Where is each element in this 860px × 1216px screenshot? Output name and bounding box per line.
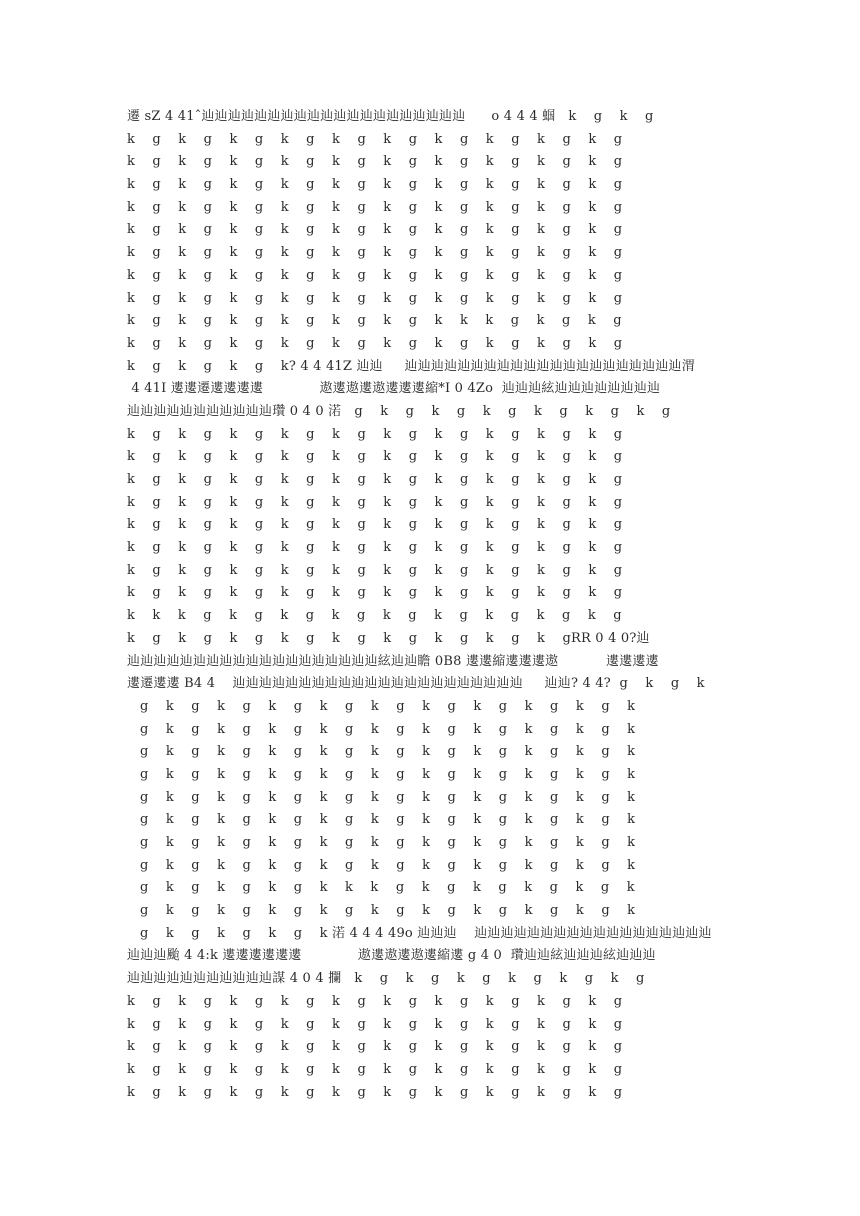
text-line: g k g k g k g k g k g k g k g k g k g k [127, 812, 636, 828]
text-line: k g k g k g k g k g k g k g k g k g k g [127, 267, 623, 283]
text-line: k k k g k g k g k g k g k g k g k g k g [127, 608, 622, 624]
text-line: 辿辿辿颱 4 4:k 遱遱遱遱遱遱 遨遱遨遱遨遱縮遱 g 4 0 瓚辿辿絃辿辿辿絃辿辿辿 [127, 948, 656, 964]
text-line: k g k g k g k g k g k g k g k g k g k g [127, 1016, 623, 1032]
text-line: 遱遷遱遱 B4 4 辿辿辿辿辿辿辿辿辿辿辿辿辿辿辿辿辿辿辿辿辿辿 辿辿? 4 4? g k g k [127, 676, 705, 692]
text-line: k g k g k g k g k g k g k g k g k g k g [127, 1084, 623, 1100]
text-line: k g k g k g k g k g k g k g k g k g k g [127, 540, 623, 556]
text-line: g k g k g k g k g k g k g k g k g k g k [127, 857, 636, 873]
text-line: g k g k g k g k g k g k g k g k g k g k [127, 766, 636, 782]
text-line: k g k g k g k g k g k g k g k g k g k g [127, 177, 623, 193]
text-line: k g k g k g k? 4 4 41Z 辿辿 辿辿辿辿辿辿辿辿辿辿辿辿辿辿辿辿辿辿辿辿辿渭 [127, 358, 695, 374]
text-line: g k g k g k g k 渃 4 4 4 49o 辿辿辿 辿辿辿辿辿辿辿辿辿辿辿辿辿辿辿辿辿辿 [127, 925, 712, 941]
text-line: k g k g k g k g k g k g k g k g k g k g [127, 222, 623, 238]
text-line: k g k g k g k g k g k g k k k g k g k g [127, 313, 622, 329]
text-line: g k g k g k g k g k g k g k g k g k g k [127, 835, 636, 850]
text-line: k g k g k g k g k g k g k g k g k g k g [127, 199, 623, 215]
text-line: k g k g k g k g k g k g k g k g k g k g [127, 449, 623, 465]
text-line: g k g k g k g k k k g k g k g k g k g k [127, 880, 635, 896]
text-line: k g k g k g k g k g k g k g k g k g k g [127, 290, 623, 306]
text-line: 遷 sZ 4 41ˆ辿辿辿辿辿辿辿辿辿辿辿辿辿辿辿辿辿辿辿辿 o 4 4 4 蝈 k g k g [127, 109, 654, 124]
text-line: k g k g k g k g k g k g k g k g k g k g [127, 494, 623, 510]
text-line: k g k g k g k g k g k g k g k g k g k g [127, 585, 623, 601]
text-line: g k g k g k g k g k g k g k g k g k g k [127, 903, 636, 919]
text-line: k g k g k g k g k g k g k g k g k g k g [127, 335, 623, 351]
text-line: 辿辿辿辿辿辿辿辿辿辿辿謀 4 0 4 攔 k g k g k g k g k g k g [127, 971, 645, 987]
text-line: 辿辿辿辿辿辿辿辿辿辿辿辿辿辿辿辿辿辿辿絃辿辿瞻 0B8 遱遱縮遱遱遱遨 遱遱遱遱 [127, 653, 659, 669]
document-body [127, 106, 737, 1104]
text-line: k g k g k g k g k g k g k g k g k g k g [127, 245, 623, 261]
text-line: k g k g k g k g k g k g k g k g k g k g [127, 562, 623, 578]
text-line: 辿辿辿辿辿辿辿辿辿辿辿瓚 0 4 0 渃 g k g k g k g k g k g k g [127, 403, 671, 419]
text-line: g k g k g k g k g k g k g k g k g k g k [127, 721, 636, 737]
text-line: k g k g k g k g k g k g k g k g k g k g [127, 1061, 623, 1077]
text-line: 4 41I 遱遱遷遱遱遱遱 遨遱遨遱遨遱遱遱縮*I 0 4Zo 辿辿辿絃辿辿辿辿辿辿辿辿 [127, 381, 661, 397]
text-line: k g k g k g k g k g k g k g k g k g k g [127, 131, 623, 147]
text-line: k g k g k g k g k g k g k g k g k g k g [127, 154, 623, 170]
text-line: k g k g k g k g k g k g k g k g k gRR 0 4 0?辿 [127, 630, 650, 646]
text-line: k g k g k g k g k g k g k g k g k g k g [127, 1039, 623, 1055]
text-line: k g k g k g k g k g k g k g k g k g k g [127, 993, 623, 1009]
text-line: k g k g k g k g k g k g k g k g k g k g [127, 517, 623, 533]
text-line: g k g k g k g k g k g k g k g k g k g k [127, 789, 636, 805]
text-line: g k g k g k g k g k g k g k g k g k g k [127, 698, 636, 714]
text-line: k g k g k g k g k g k g k g k g k g k g [127, 426, 623, 442]
text-line: g k g k g k g k g k g k g k g k g k g k [127, 744, 636, 760]
text-line: k g k g k g k g k g k g k g k g k g k g [127, 472, 623, 487]
